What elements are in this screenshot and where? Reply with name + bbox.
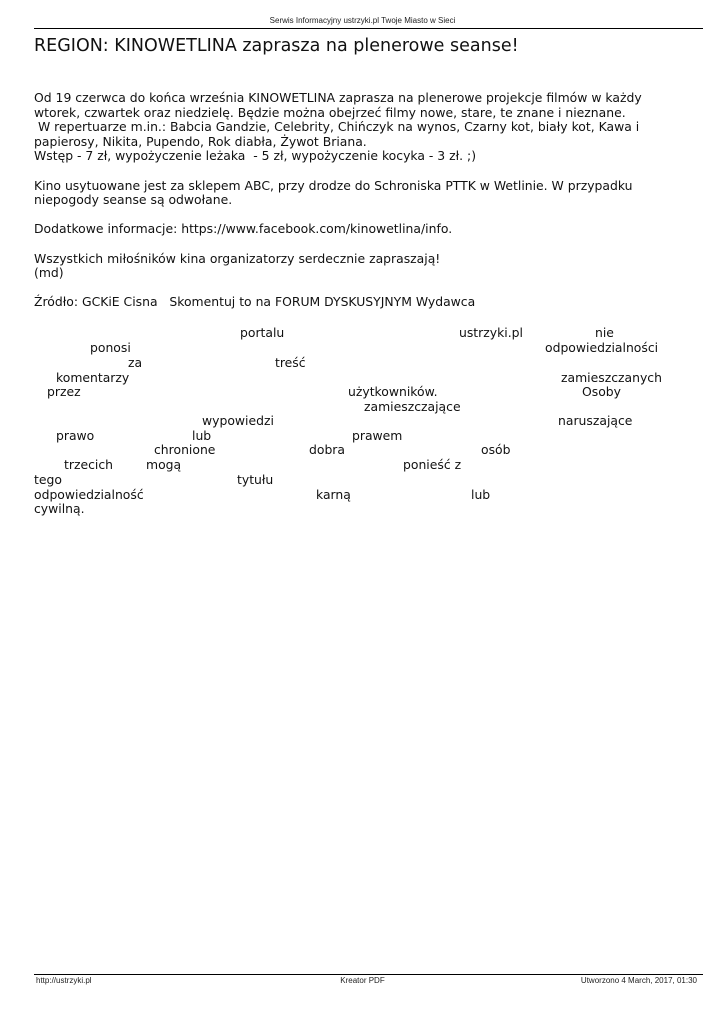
paragraph-schedule bbox=[34, 91, 674, 164]
text-line: Wszystkich miłośników kina organizatorzy serdecznie zapraszają! bbox=[34, 250, 441, 266]
disclaimer-word: treść bbox=[275, 355, 306, 370]
paragraph-invitation bbox=[34, 252, 674, 281]
footer-site-link[interactable]: http://ustrzyki.pl bbox=[36, 976, 92, 985]
disclaimer-word: prawo bbox=[56, 428, 95, 443]
disclaimer-word: przez bbox=[47, 384, 81, 399]
source-line: Źródło: GCKiE Cisna Skomentuj to na FORUM DYSKUSYJNYM Wydawca bbox=[34, 294, 476, 310]
disclaimer-word: odpowiedzialność bbox=[34, 487, 144, 502]
disclaimer-word: nie bbox=[595, 325, 614, 340]
disclaimer-word: chronione bbox=[154, 442, 216, 457]
text-line: Kino usytuowane jest za sklepem ABC, przy drodze do Schroniska PTTK w Wetlinie. W przypadku bbox=[34, 177, 633, 193]
article-title: REGION: KINOWETLINA zaprasza na plenerowe seanse! bbox=[34, 36, 519, 56]
disclaimer-word: zamieszczające bbox=[364, 399, 461, 414]
disclaimer-word: Osoby bbox=[582, 384, 621, 399]
disclaimer-word: lub bbox=[471, 487, 491, 502]
text-line: Od 19 czerwca do końca września KINOWETLINA zaprasza na plenerowe projekcje filmów w każdy bbox=[34, 90, 642, 105]
disclaimer-word: odpowiedzialności bbox=[545, 340, 659, 355]
footer-rule bbox=[34, 974, 703, 975]
disclaimer-word: osób bbox=[481, 442, 511, 457]
disclaimer-word: mogą bbox=[146, 457, 182, 472]
disclaimer-word: za bbox=[128, 355, 143, 370]
author-initials: (md) bbox=[34, 265, 64, 281]
text-line: Wstęp - 7 zł, wypożyczenie leżaka - 5 zł, wypożyczenie kocyka - 3 zł. ;) bbox=[34, 148, 477, 164]
paragraph-info-link bbox=[34, 222, 674, 237]
disclaimer-word: ponosi bbox=[90, 340, 131, 355]
disclaimer-word: ustrzyki.pl bbox=[459, 325, 523, 340]
footer-generator: Kreator PDF bbox=[340, 976, 385, 985]
disclaimer-word: trzecich bbox=[64, 457, 113, 472]
disclaimer-word: lub bbox=[192, 428, 212, 443]
disclaimer-word: cywilną. bbox=[34, 501, 85, 516]
disclaimer-word: dobra bbox=[309, 442, 345, 457]
header-rule bbox=[34, 28, 703, 29]
text-line: niepogody seanse są odwołane. bbox=[34, 192, 233, 208]
footer-created-date: Utworzono 4 March, 2017, 01:30 bbox=[580, 976, 697, 985]
info-link-text[interactable]: Dodatkowe informacje: https://www.facebook.com/kinowetlina/info. bbox=[34, 221, 453, 237]
disclaimer-word: prawem bbox=[352, 428, 403, 443]
disclaimer-word: tytułu bbox=[237, 472, 274, 487]
disclaimer-word: zamieszczanych bbox=[561, 370, 662, 385]
text-line: papierosy, Nikita, Pupendo, Rok diabła, Żywot Briana. bbox=[34, 133, 367, 149]
disclaimer-word: ponieść z bbox=[403, 457, 462, 472]
text-line: W repertuarze m.in.: Babcia Gandzie, Celebrity, Chińczyk na wynos, Czarny kot, biały kot, Kawa i bbox=[34, 119, 640, 135]
paragraph-location bbox=[34, 179, 674, 208]
paragraph-source bbox=[34, 295, 674, 310]
article-body bbox=[34, 91, 674, 310]
disclaimer-word: wypowiedzi bbox=[202, 413, 274, 428]
disclaimer-word: portalu bbox=[240, 325, 285, 340]
disclaimer-word: karną bbox=[316, 487, 351, 502]
disclaimer-word: naruszające bbox=[558, 413, 633, 428]
disclaimer-word: tego bbox=[34, 472, 62, 487]
header-text: Serwis Informacyjny ustrzyki.pl Twoje Miasto w Sieci bbox=[269, 16, 456, 25]
text-line: wtorek, czwartek oraz niedzielę. Będzie można obejrzeć filmy nowe, stare, te znane i nieznane. bbox=[34, 104, 626, 120]
disclaimer-word: użytkowników. bbox=[348, 384, 438, 399]
disclaimer-word: komentarzy bbox=[56, 370, 130, 385]
